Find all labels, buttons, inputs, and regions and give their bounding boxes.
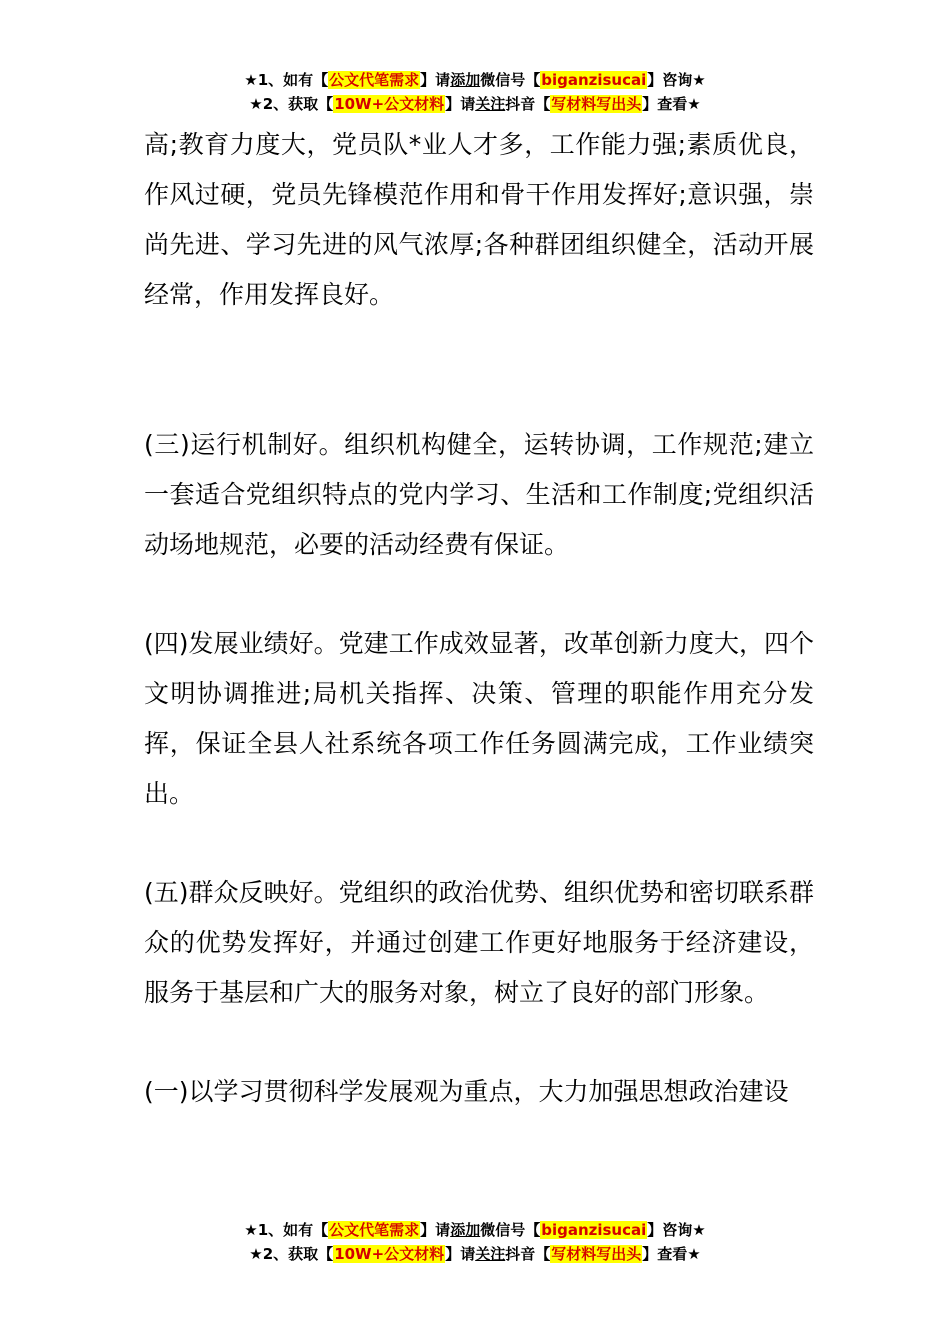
banner-line-1-highlight-service: 公文代笔需求: [329, 71, 420, 89]
banner-line-1-mid: 】请: [420, 71, 451, 89]
paragraph-section-3: (三)运行机制好。组织机构健全，运转协调，工作规范;建立一套适合党组织特点的党内学习、生活和工作制度;党组织活动场地规范，必要的活动经费有保证。: [144, 430, 814, 559]
footer-line-2-mid: 】请: [445, 1245, 476, 1263]
footer-line-1-suffix: 】咨询★: [647, 1221, 706, 1239]
header-banner: [0, 68, 950, 116]
footer-line-2-highlight-materials: 10W+公文材料: [334, 1245, 445, 1263]
document-body: [144, 120, 814, 1117]
footer-line-1-underlined: 添加: [450, 1221, 481, 1239]
footer-line-2-suffix: 】查看★: [642, 1245, 701, 1263]
footer-line-1-prefix: ★1、如有【: [244, 1221, 329, 1239]
paragraph-section-4: (四)发展业绩好。党建工作成效显著，改革创新力度大，四个文明协调推进;局机关指挥、决策、管理的职能作用充分发挥，保证全县人社系统各项工作任务圆满完成，工作业绩突出。: [144, 629, 814, 808]
footer-line-2-underlined: 关注: [475, 1245, 506, 1263]
banner-line-2-highlight-douyin: 写材料写出头: [551, 95, 642, 113]
footer-line-1-mid: 】请: [420, 1221, 451, 1239]
footer-line-1-highlight-wechat: biganzisucai: [541, 1221, 647, 1239]
footer-line-1-highlight-service: 公文代笔需求: [329, 1221, 420, 1239]
banner-line-2: [0, 92, 950, 116]
footer-line-2-mid2: 抖音【: [505, 1245, 551, 1263]
footer-line-2-prefix: ★2、获取【: [249, 1245, 334, 1263]
banner-line-2-prefix: ★2、获取【: [249, 95, 334, 113]
footer-banner-line-2: [0, 1242, 950, 1266]
banner-line-2-highlight-materials: 10W+公文材料: [334, 95, 445, 113]
banner-line-1: [0, 68, 950, 92]
footer-line-1-mid2: 微信号【: [480, 1221, 541, 1239]
banner-line-2-underlined: 关注: [475, 95, 506, 113]
banner-line-1-highlight-wechat: biganzisucai: [541, 71, 647, 89]
footer-banner: [0, 1218, 950, 1266]
banner-line-1-suffix: 】咨询★: [647, 71, 706, 89]
banner-line-1-mid2: 微信号【: [480, 71, 541, 89]
paragraph-continuation: 高;教育力度大，党员队*业人才多，工作能力强;素质优良，作风过硬，党员先锋模范作用和骨干作用发挥好;意识强，崇尚先进、学习先进的风气浓厚;各种群团组织健全，活动开展经常，作用发挥良好。: [144, 130, 814, 309]
paragraph-section-5: (五)群众反映好。党组织的政治优势、组织优势和密切联系群众的优势发挥好，并通过创建工作更好地服务于经济建设，服务于基层和广大的服务对象，树立了良好的部门形象。: [144, 878, 814, 1007]
banner-line-2-suffix: 】查看★: [642, 95, 701, 113]
banner-line-2-mid: 】请: [445, 95, 476, 113]
footer-line-2-highlight-douyin: 写材料写出头: [551, 1245, 642, 1263]
paragraph-heading-1: (一)以学习贯彻科学发展观为重点，大力加强思想政治建设: [144, 1077, 789, 1106]
banner-line-1-underlined: 添加: [450, 71, 481, 89]
banner-line-1-prefix: ★1、如有【: [244, 71, 329, 89]
footer-banner-line-1: [0, 1218, 950, 1242]
banner-line-2-mid2: 抖音【: [505, 95, 551, 113]
